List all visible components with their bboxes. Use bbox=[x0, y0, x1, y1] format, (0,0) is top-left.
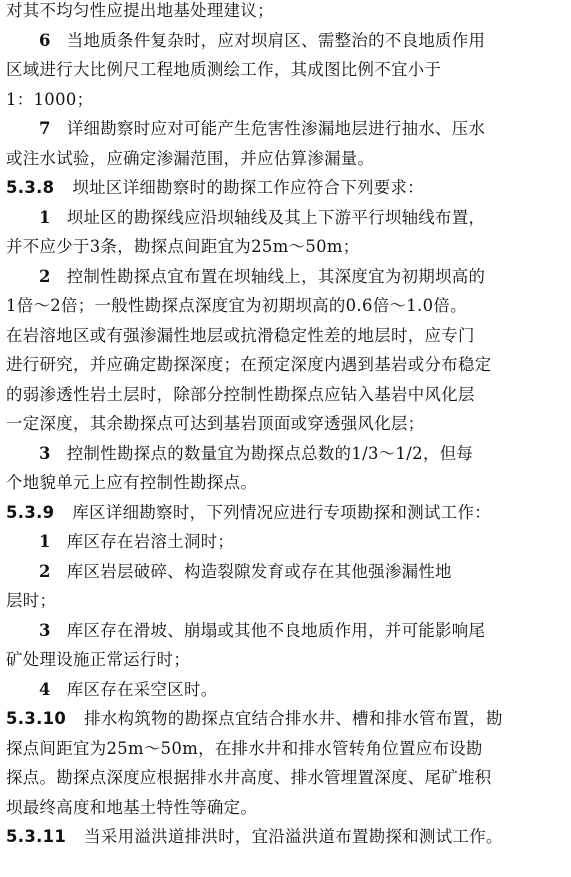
line-text: 坝址区详细勘察时的勘探工作应符合下列要求： bbox=[72, 178, 424, 197]
line-text: 个地貌单元上应有控制性勘探点。 bbox=[6, 473, 258, 492]
line-text: 详细勘察时应对可能产生危害性渗漏地层进行抽水、压水 bbox=[66, 119, 486, 138]
line-text: 矿处理设施正常运行时； bbox=[6, 650, 191, 669]
item-number: 1 bbox=[39, 532, 51, 551]
line-text: 层时； bbox=[6, 591, 57, 610]
list-item bbox=[6, 26, 565, 56]
text-line bbox=[6, 144, 565, 174]
line-text: 对其不均匀性应提出地基处理建议； bbox=[6, 1, 274, 20]
text-line bbox=[6, 321, 565, 351]
section-number: 5.3.11 bbox=[6, 827, 67, 846]
text-line bbox=[6, 793, 565, 823]
section-heading bbox=[6, 498, 565, 528]
text-line bbox=[6, 0, 565, 26]
text-line bbox=[6, 380, 565, 410]
text-line bbox=[6, 350, 565, 380]
line-text: 控制性勘探点宜布置在坝轴线上，其深度宜为初期坝高的 bbox=[66, 266, 486, 286]
line-text: 进行研究，并应确定勘探深度；在预定深度内遇到基岩或分布稳定 bbox=[6, 355, 492, 374]
section-heading bbox=[6, 704, 565, 734]
text-line bbox=[6, 763, 565, 793]
text-line bbox=[6, 291, 565, 321]
line-text: 库区详细勘察时，下列情况应进行专项勘探和测试工作： bbox=[72, 502, 491, 522]
list-item bbox=[6, 203, 565, 233]
list-item bbox=[6, 262, 565, 292]
item-number: 6 bbox=[39, 30, 51, 50]
line-text: 排水构筑物的勘探点宜结合排水井、槽和排水管布置，勘 bbox=[84, 709, 503, 728]
text-line bbox=[6, 734, 565, 764]
line-text: 区域进行大比例尺工程地质测绘工作，其成图比例不宜小于 bbox=[6, 60, 442, 79]
item-number: 2 bbox=[39, 561, 51, 581]
line-text: 的弱渗透性岩土层时，除部分控制性勘探点应钻入基岩中风化层 bbox=[6, 384, 475, 404]
list-item bbox=[6, 114, 565, 144]
text-line bbox=[6, 645, 565, 675]
line-text: 库区岩层破碎、构造裂隙发育或存在其他强渗漏性地 bbox=[66, 561, 452, 581]
line-text: 或注水试验，应确定渗漏范围，并应估算渗漏量。 bbox=[6, 148, 375, 168]
section-number: 5.3.9 bbox=[6, 502, 55, 522]
line-text: 库区存在岩溶土洞时； bbox=[66, 532, 235, 551]
text-line bbox=[6, 55, 565, 85]
item-number: 1 bbox=[39, 207, 51, 227]
section-number: 5.3.10 bbox=[6, 709, 67, 728]
text-line bbox=[6, 409, 565, 439]
line-text: 一定深度，其余勘探点可达到基岩顶面或穿透强风化层； bbox=[6, 414, 425, 433]
section-heading bbox=[6, 822, 565, 852]
line-text: 控制性勘探点的数量宜为勘探点总数的1/3～1/2，但每 bbox=[66, 443, 474, 463]
line-text: 当地质条件复杂时，应对坝肩区、需整治的不良地质作用 bbox=[66, 30, 486, 50]
list-item bbox=[6, 557, 565, 587]
line-text: 库区存在滑坡、崩塌或其他不良地质作用，并可能影响尾 bbox=[66, 620, 486, 640]
item-number: 3 bbox=[39, 620, 51, 640]
line-text: 坝址区的勘探线应沿坝轴线及其上下游平行坝轴线布置， bbox=[66, 207, 486, 227]
text-line bbox=[6, 85, 565, 115]
item-number: 2 bbox=[39, 266, 51, 286]
line-text: 坝最终高度和地基土特性等确定。 bbox=[6, 797, 258, 817]
item-number: 4 bbox=[39, 679, 51, 699]
list-item bbox=[6, 439, 565, 469]
list-item bbox=[6, 675, 565, 705]
item-number: 7 bbox=[39, 119, 51, 138]
section-number: 5.3.8 bbox=[6, 178, 55, 197]
list-item bbox=[6, 527, 565, 557]
line-text: 探点。勘探点深度应根据排水井高度、排水管埋置深度、尾矿堆积 bbox=[6, 768, 492, 787]
line-text: 1倍～2倍；一般性勘探点深度宜为初期坝高的0.6倍～1.0倍。 bbox=[6, 296, 467, 315]
line-text: 探点间距宜为25m～50m，在排水井和排水管转角位置应布设勘 bbox=[6, 738, 483, 758]
section-heading bbox=[6, 173, 565, 203]
text-line bbox=[6, 468, 565, 498]
line-text: 库区存在采空区时。 bbox=[66, 679, 218, 699]
line-text: 在岩溶地区或有强渗漏性地层或抗滑稳定性差的地层时，应专门 bbox=[6, 325, 475, 345]
list-item bbox=[6, 616, 565, 646]
text-line bbox=[6, 586, 565, 616]
item-number: 3 bbox=[39, 443, 51, 463]
text-line bbox=[6, 232, 565, 262]
line-text: 当采用溢洪道排洪时，宜沿溢洪道布置勘探和测试工作。 bbox=[84, 827, 503, 846]
line-text: 1：1000； bbox=[6, 89, 94, 109]
line-text: 并不应少于3条，勘探点间距宜为25m～50m； bbox=[6, 237, 360, 256]
